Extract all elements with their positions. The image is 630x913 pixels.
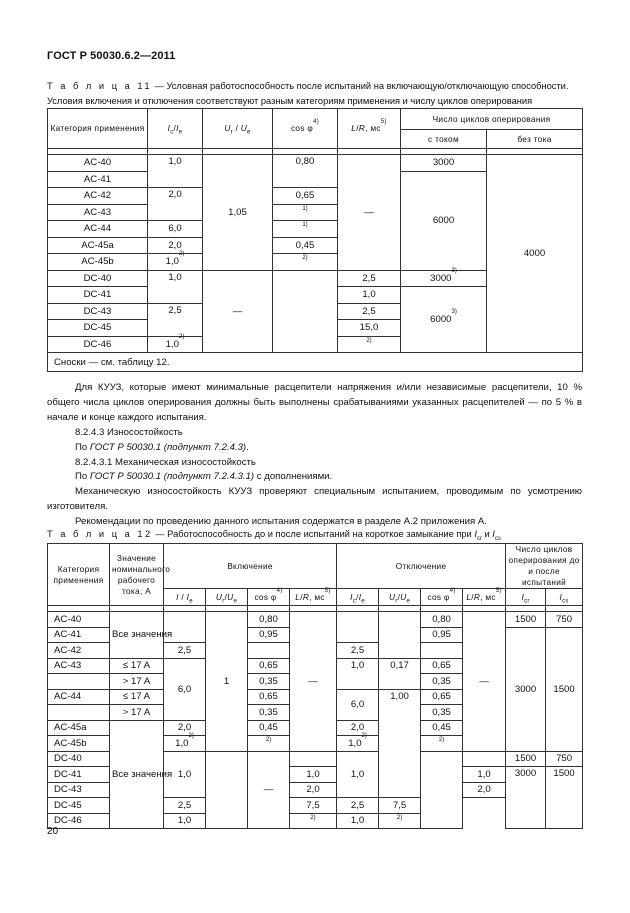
document-header: ГОСТ Р 50030.6.2—2011 bbox=[47, 50, 176, 62]
table12-caption: Т а б л и ц а 12 — Работоспособность до и после испытаний на короткое замыкание при $I_{cr}$ и $I_{cs}$ bbox=[47, 529, 501, 542]
header-without-current: без тока bbox=[487, 130, 583, 149]
header-ur-ue: $U_r / U_e$ bbox=[203, 109, 273, 149]
t12-header-rated-current: Значение номинального рабочего тока, А bbox=[110, 544, 164, 606]
ur-ac-cell: 1,05 bbox=[203, 155, 273, 271]
header-category: Категория применения bbox=[48, 109, 148, 149]
header-with-current: с током bbox=[401, 130, 487, 149]
lr-ac-cell: — bbox=[338, 155, 401, 271]
t12-header-category: Категория применения bbox=[48, 544, 110, 606]
with-ac-group-cell: 6000 bbox=[401, 171, 487, 270]
header-ic-ie: $I_c/I_e$ bbox=[148, 109, 203, 149]
body-text: Для КУУЗ, которые имеют минимальные расцепители напряжения и/или независимые расцепители, 10 % общего числа циклов оперирования должны быть выполнены срабатываниями указанных расцепителей — по 5 % в начале и конце каждого испытания. 8.2.4.3 Износостойкость По ГОСТ Р 50030.1 (подпункт 7.2.4.3). 8.2.4.3.1 Механическая износостойкость По ГОСТ Р 50030.1 (подпункт 7.2.4.3.1) с дополнениями. Механическую износостойкость КУУЗ проверяют специальным испытанием, проводимым по усмотрению изготовителя. Рекомендации по проведению данного испытания содержатся в разделе А.2 приложения А. bbox=[47, 382, 582, 528]
t12-header-cycles: Число циклов оперирования до и после испытаний bbox=[506, 544, 583, 589]
table-12: Категория применения Значение номинального рабочего тока, А Включение Отключение Число циклов оперирования до и после испытаний I / $I_e$ $U_r/U_e$ $\cos \varphi^{4)}$ L/R, $мс^{5)}$ $I_c/I_e$ $U_r/U_e$ $\cos \varphi^{4)}$ L/R, $мс^{5)}$ $I_{cr}$ $I_{cs}$ AC-40 Все значения 1 0,80 — 0,80 — 1500 750 AC-41 0,95 0,95 3000 1500 AC-42 2,5 2,5 AC-43 ≤ 17 A 6,0 0,65 1,0 0,17 0,65 > 17 A 0,35 0,35 AC-44 ≤ 17 A 0,65 6,0 1,00 0,65 > 17 A 0,35 0,35 AC-45a Все значения 2,0 0,45 2,0 0,45 AC-45b 1,0$^{2)}$ 2) 1,0$^{2)}$ 2) DC-40 1,0 — 1,0 1500 750 DC-41 1,0 1,0 3000 1500 DC-43 2,0 2,0 DC-45 2,5 7,5 2,5 7,5 DC-46 1,0 2) 1,0 2) bbox=[47, 543, 583, 829]
table-11: Категория применения $I_c/I_e$ $U_r / U_e$ $\cos \varphi^{4)}$ L/R, $мс^{5)}$ Число циклов оперирования с током без тока AC-40 1,0 1,05 0,80 — 3000 4000 AC-41 6000 AC-42 2,0 0,65 AC-43 1) AC-44 6,0 1) AC-45a 2,0 0,45 AC-45b 1,0$^{2)}$ 2) DC-40 1,0 — 2,5 3000$^{3)}$ DC-41 1,0 6000$^{3)}$ DC-43 2,5 2,5 DC-45 15,0 DC-46 1,0$^{2)}$ 2) Сноски — см. таблицу 12. bbox=[47, 108, 583, 372]
page-number: 20 bbox=[47, 826, 59, 837]
table11-footnote: Сноски — см. таблицу 12. bbox=[48, 353, 583, 372]
cat-cell: AC-40 bbox=[48, 155, 148, 172]
without-current-cell: 4000 bbox=[487, 155, 583, 353]
make-u-cell: 1 bbox=[206, 612, 248, 752]
t12-header-breaking: Отключение bbox=[337, 544, 506, 589]
header-cos: $\cos \varphi^{4)}$ bbox=[273, 109, 338, 149]
header-lr: L/R, $мс^{5)}$ bbox=[338, 109, 401, 149]
header-cycles: Число циклов оперирования bbox=[401, 109, 583, 130]
table11-caption: Т а б л и ц а 11 — Условная работоспособность после испытаний на включающую/отключающую способности. Условия включения и отключения соответствуют разным категориям применения и числу циклов оперирования bbox=[47, 81, 569, 106]
t12-header-making: Включение bbox=[164, 544, 337, 589]
ur-dc-cell: — bbox=[203, 270, 273, 353]
